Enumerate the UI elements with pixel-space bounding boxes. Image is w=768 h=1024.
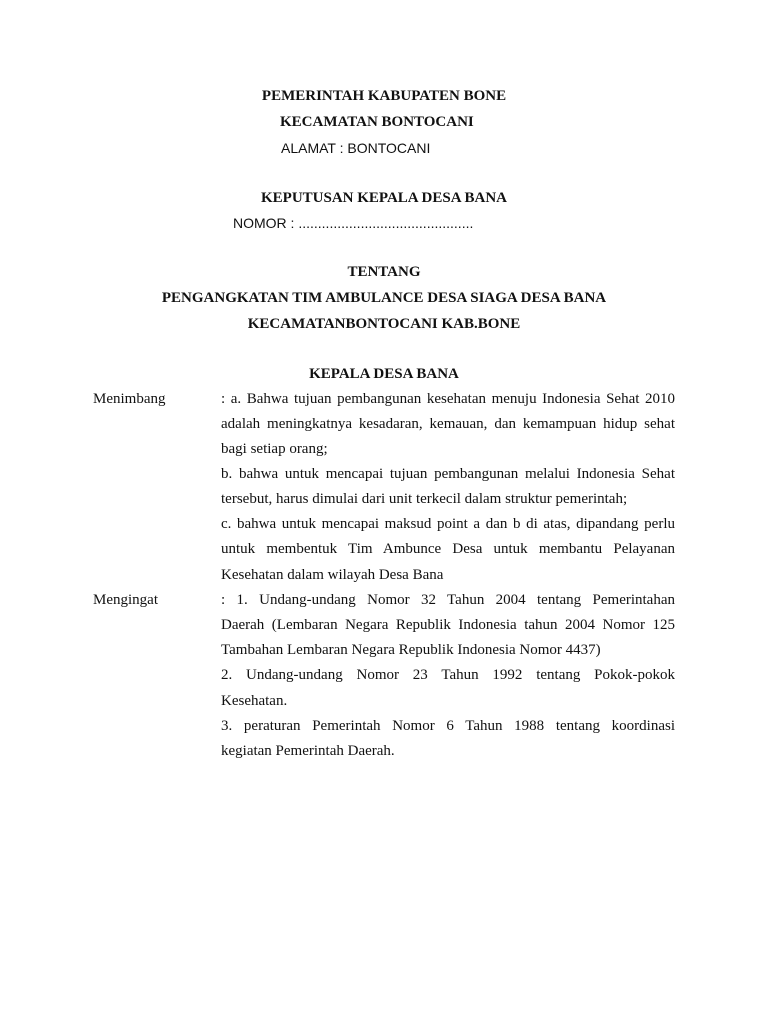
subject-line-1: PENGANGKATAN TIM AMBULANCE DESA SIAGA DESA BANA (161, 290, 607, 306)
decree-number: NOMOR : ............................................. (233, 215, 474, 231)
mengingat-line: Tambahan Lembaran Negara Republik Indonesia Nomor 4437) (221, 642, 601, 658)
mengingat-line: 3. peraturan Pemerintah Nomor 6 Tahun 1988 tentang koordinasi (221, 718, 675, 734)
mengingat-line: Daerah (Lembaran Negara Republik Indonesia tahun 2004 Nomor 125 (221, 617, 675, 633)
mengingat-line: Kesehatan. (221, 693, 288, 709)
mengingat-line: 2. Undang-undang Nomor 23 Tahun 1992 tentang Pokok-pokok (221, 667, 675, 683)
mengingat-label: Mengingat (93, 592, 158, 608)
menimbang-line: untuk membentuk Tim Ambunce Desa untuk membantu Pelayanan (221, 541, 675, 557)
decree-title: KEPUTUSAN KEPALA DESA BANA (260, 190, 507, 206)
menimbang-line: : a. Bahwa tujuan pembangunan kesehatan menuju Indonesia Sehat 2010 (221, 391, 675, 407)
mengingat-line: kegiatan Pemerintah Daerah. (221, 743, 395, 759)
menimbang-line: b. bahwa untuk mencapai tujuan pembangunan melalui Indonesia Sehat (221, 466, 675, 482)
subject-heading: TENTANG (347, 264, 421, 280)
menimbang-label: Menimbang (93, 391, 166, 407)
authority-heading: KEPALA DESA BANA (309, 366, 459, 382)
menimbang-line: tersebut, harus dimulai dari unit terkecil dalam struktur pemerintah; (221, 491, 628, 507)
mengingat-line: : 1. Undang-undang Nomor 32 Tahun 2004 tentang Pemerintahan (221, 592, 675, 608)
subject-line-2: KECAMATANBONTOCANI KAB.BONE (247, 316, 521, 332)
government-title: PEMERINTAH KABUPATEN BONE (261, 88, 507, 104)
menimbang-line: adalah meningkatnya kesadaran, kemauan, dan kemampuan hidup sehat (221, 416, 675, 432)
district-title: KECAMATAN BONTOCANI (280, 114, 474, 130)
menimbang-line: bagi setiap orang; (221, 441, 328, 457)
menimbang-line: Kesehatan dalam wilayah Desa Bana (221, 567, 444, 583)
menimbang-line: c. bahwa untuk mencapai maksud point a dan b di atas, dipandang perlu (221, 516, 675, 532)
address-line: ALAMAT : BONTOCANI (281, 140, 431, 156)
